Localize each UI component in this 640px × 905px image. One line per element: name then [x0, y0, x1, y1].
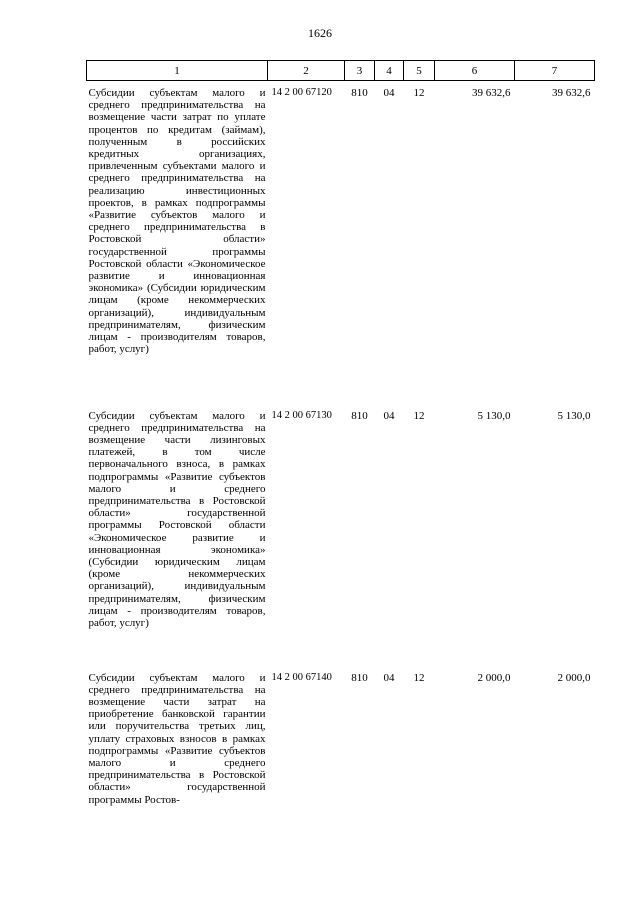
header-row	[87, 61, 595, 81]
row-col-4: 04	[383, 87, 395, 99]
row-col-5: 12	[413, 87, 425, 99]
row-code: 14 2 00 67120	[271, 87, 332, 98]
row-col-3: 810	[351, 409, 368, 422]
row-col-5: 12	[413, 671, 425, 684]
table-row	[87, 404, 595, 666]
row-col-3: 810	[351, 671, 368, 684]
header-col-5: 5	[404, 61, 435, 81]
header-col-6: 6	[435, 61, 515, 81]
table-row	[87, 81, 595, 404]
header-col-1: 1	[87, 61, 268, 81]
row-col-6: 2 000,0	[477, 671, 511, 684]
row-col-7: 5 130,0	[557, 409, 591, 422]
header-col-3: 3	[345, 61, 375, 81]
row-col-5: 12	[413, 409, 425, 422]
row-code: 14 2 00 67140	[271, 671, 332, 683]
row-col-6: 39 632,6	[472, 87, 511, 99]
row-description: Субсидии субъектам малого и среднего предпринимательства на возмещение части затрат на приобретение банковской гарантии или поручительства третьих лиц, уплату страховых взносов в рамках подпрограммы «Развитие субъектов малого и среднего предпринимательства в Ростовской области» государственной программы Ростов-	[88, 671, 266, 806]
row-col-7: 2 000,0	[557, 671, 591, 684]
header-col-2: 2	[268, 61, 345, 81]
row-col-7: 39 632,6	[552, 87, 591, 99]
row-col-6: 5 130,0	[477, 409, 511, 422]
page-number: 1626	[308, 26, 332, 40]
row-col-4: 04	[383, 671, 395, 684]
row-code: 14 2 00 67130	[271, 409, 332, 421]
row-description: Субсидии субъектам малого и среднего предпринимательства на возмещение части затрат по уплате процентов по кредитам (займам), полученным в российских кредитных организациях, привлеченным субъектами малого и среднего предпринимательства на реализацию инвестиционных проектов, в рамках подпрограммы «Развитие субъектов малого и среднего предпринимательства в Ростовской области» государственной программы Ростовской области «Экономическое развитие и инновационная экономика» (Субсидии юридическим лицам (кроме некоммерческих организаций), индивидуальным предпринимателям, физическим лицам - производителям товаров, работ, услуг)	[88, 87, 266, 356]
row-description: Субсидии субъектам малого и среднего предпринимательства на возмещение части лизинговых платежей, в том числе первоначального взноса, в рамках подпрограммы «Развитие субъектов малого и среднего предпринимательства в Ростовской области» государственной программы Ростовской области «Экономическое развитие и инновационная экономика» (Субсидии юридическим лицам (кроме некоммерческих организаций), индивидуальным предпринимателям, физическим лицам - производителям товаров, работ, услуг)	[88, 409, 266, 629]
header-col-7: 7	[515, 61, 595, 81]
table-row	[87, 666, 595, 806]
row-col-4: 04	[383, 409, 395, 422]
header-col-4: 4	[375, 61, 404, 81]
budget-table	[86, 60, 595, 806]
row-col-3: 810	[351, 87, 368, 99]
